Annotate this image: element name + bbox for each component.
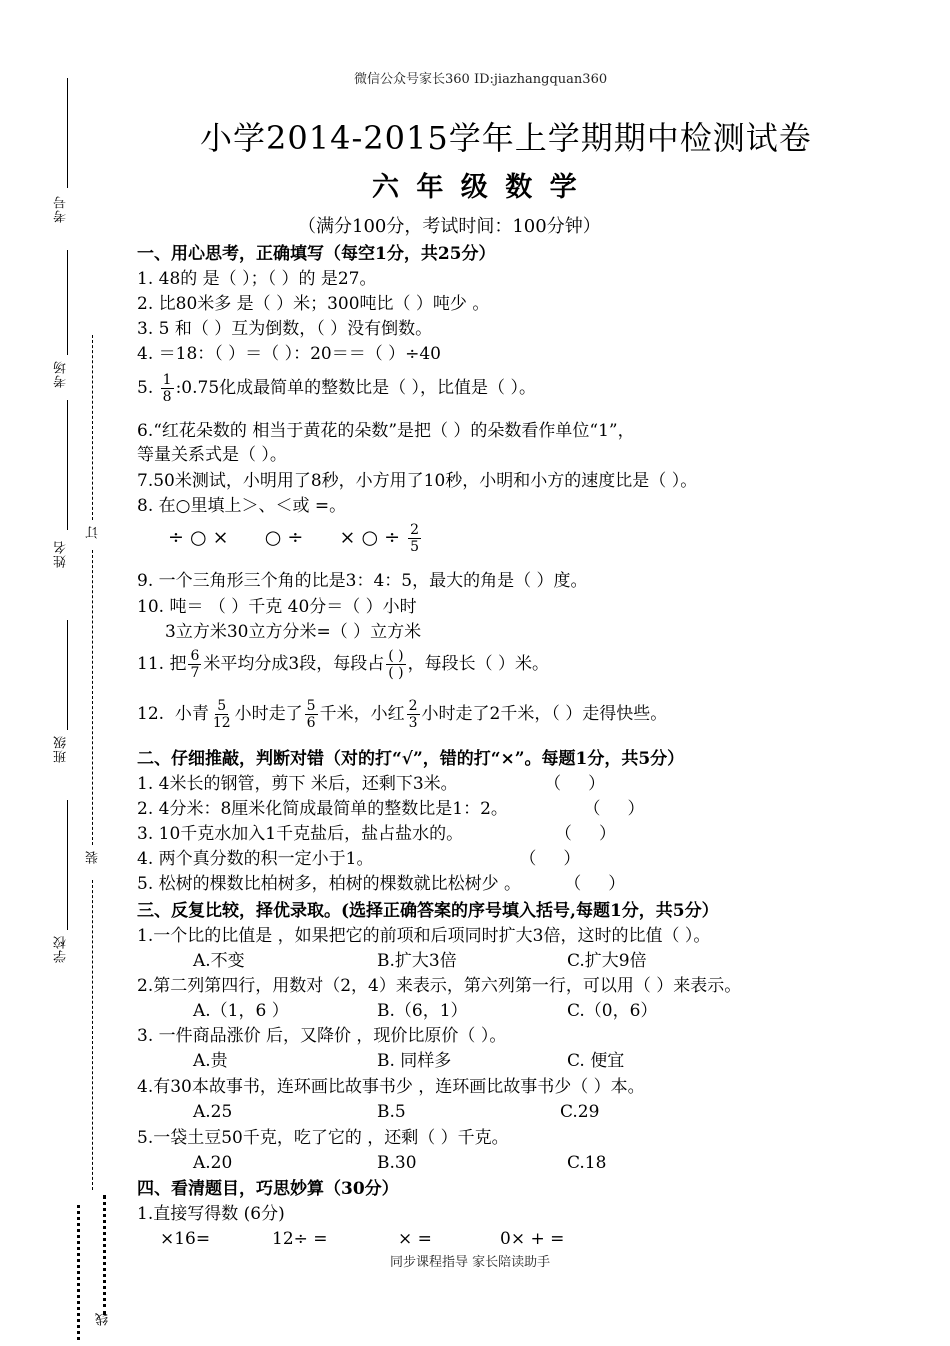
binding-label-xuexiao: 学校 — [54, 935, 69, 963]
s3-q5: 5.一袋土豆50千克，吃了它的 ，还剩（ ）千克。 — [137, 1128, 509, 1148]
s1-q5-pre: 5. — [137, 378, 154, 398]
s1-q4: 4. ＝18：（ ）＝（ ）：20＝＝（ ）÷40 — [137, 344, 441, 364]
s2-item: 1. 4米长的钢管，剪下 米后，还剩下3米。 （ ） — [137, 774, 606, 794]
section3-heading: 三、反复比较，择优录取。(选择正确答案的序号填入括号,每题1分，共5分） — [137, 901, 719, 921]
s1-q12-fraction1 — [211, 698, 233, 731]
page-title: 小学2014-2015学年上学期期中检测试卷 — [200, 119, 812, 157]
s1-q12-f1-den: 12 — [212, 715, 231, 731]
s1-q3: 3. 5 和（ ）互为倒数，（ ）没有倒数。 — [137, 319, 433, 339]
s4-calc-3: × = — [398, 1229, 432, 1249]
s1-q12-b: 小时走了 — [234, 704, 303, 724]
s1-q10b: 3立方米30立方分米=（ ）立方米 — [165, 622, 422, 642]
s1-q11-fraction — [188, 648, 201, 681]
s3-q2: 2.第二列第四行，用数对（2，4）来表示，第六列第一行，可以用（ ）来表示。 — [137, 976, 742, 996]
s1-q12 — [137, 698, 667, 731]
s1-q11 — [137, 648, 549, 681]
s3-q3: 3. 一件商品涨价 后，又降价 ，现价比原价（ ）。 — [137, 1026, 507, 1046]
s2-item: 2. 4分米：8厘米化简成最简单的整数比是1：2。 （ ） — [137, 799, 645, 819]
binding-label-kaochang: 考场 — [54, 360, 69, 388]
s1-q12-a: 12. 小青 — [137, 704, 209, 724]
s1-q11-post: ，每段长（ ）米。 — [407, 654, 549, 674]
s1-q11-mid: 米平均分成3段，每段占 — [203, 654, 385, 674]
s1-q6a: 6.“红花朵数的 相当于黄花的朵数”是把（ ）的朵数看作单位“1”， — [137, 421, 635, 441]
s1-q10a: 10. 吨＝ （ ）千克 40分＝（ ）小时 — [137, 597, 417, 617]
binding-dash-low — [92, 880, 93, 1190]
s1-q6b: 等量关系式是（ ）。 — [137, 445, 287, 465]
s1-q12-d: 小时走了2千米，（ ）走得快些。 — [421, 704, 668, 724]
s4-calc-4: 0× + = — [500, 1229, 565, 1249]
s3-q3-option-c: C. 便宜 — [567, 1051, 625, 1071]
s3-q1: 1.一个比的比值是 ，如果把它的前项和后项同时扩大3倍，这时的比值（ ）。 — [137, 926, 711, 946]
s3-q5-option-c: C.18 — [567, 1153, 607, 1173]
s1-q11-blank-fraction — [386, 648, 405, 681]
s3-q5-option-a: A.20 — [193, 1153, 233, 1173]
s1-q1: 1. 48的 是（ ）；（ ）的 是27。 — [137, 269, 377, 289]
binding-label-xingming: 姓名 — [54, 540, 69, 568]
s2-item: 5. 松树的棵数比柏树多，柏树的棵数就比松树少 。 （ ） — [137, 874, 626, 894]
s4-calc-1: ×16= — [160, 1229, 211, 1249]
s3-q4-option-c: C.29 — [560, 1102, 600, 1122]
s1-q5-num: 1 — [162, 372, 172, 388]
binding-line-top — [67, 78, 68, 188]
binding-dots-b — [103, 1195, 106, 1315]
s1-q12-f2-num: 5 — [306, 698, 316, 714]
s3-q2-option-a: A.（1，6 ） — [193, 1001, 289, 1021]
s1-q8: 8. 在○里填上＞、＜或 =。 — [137, 496, 347, 516]
s3-q4-option-a: A.25 — [193, 1102, 233, 1122]
s1-q7: 7.50米测试，小明用了8秒，小方用了10秒，小明和小方的速度比是（ ）。 — [137, 471, 698, 491]
s3-q4: 4.有30本故事书，连环画比故事书少 ，连环画比故事书少（ ）本。 — [137, 1077, 645, 1097]
s1-q12-fraction2 — [305, 698, 318, 731]
s3-q1-option-b: B.扩大3倍 — [377, 951, 457, 971]
s1-q12-fraction3 — [407, 698, 420, 731]
binding-label-kaohao: 考号 — [54, 195, 69, 223]
s1-q11-pre: 11. 把 — [137, 654, 187, 674]
watermark: 微信公众号家长360 ID:jiazhangquan360 — [354, 72, 608, 87]
s2-item: 4. 两个真分数的积一定小于1。 （ ） — [137, 849, 581, 869]
s1-q5-den: 8 — [162, 389, 172, 405]
s2-item: 3. 10千克水加入1千克盐后，盐占盐水的。 （ ） — [137, 824, 616, 844]
binding-label-banji: 班级 — [54, 735, 69, 763]
s3-q3-option-a: A.贵 — [193, 1051, 228, 1071]
s1-q5-fraction — [161, 372, 174, 405]
binding-dash-upper — [92, 335, 93, 520]
s3-q3-option-b: B. 同样多 — [377, 1051, 452, 1071]
s1-q8-den: 5 — [410, 539, 419, 555]
s1-q11-blank-num: ( ) — [388, 648, 404, 664]
s1-q8-fraction — [408, 522, 421, 555]
s3-q2-option-b: B.（6，1） — [377, 1001, 468, 1021]
binding-line-2 — [67, 250, 68, 355]
exam-info: （满分100分，考试时间：100分钟） — [298, 216, 601, 237]
s1-q12-f3-num: 2 — [408, 698, 418, 714]
binding-line-3 — [67, 400, 68, 530]
section2-heading: 二、仔细推敲，判断对错（对的打“√”，错的打“×”。每题1分，共5分） — [137, 749, 685, 769]
s1-q2: 2. 比80米多 是（ ）米；300吨比（ ）吨少 。 — [137, 294, 490, 314]
section1-heading: 一、用心思考，正确填写（每空1分，共25分） — [137, 244, 496, 264]
s1-q5 — [137, 372, 536, 405]
s1-q5-post: :0.75化成最简单的整数比是（ ），比值是（ ）。 — [175, 378, 536, 398]
s3-q1-option-c: C.扩大9倍 — [567, 951, 647, 971]
s1-q9: 9. 一个三角形三个角的比是3：4：5，最大的角是（ ）度。 — [137, 571, 588, 591]
s1-q8-num: 2 — [410, 522, 419, 538]
s4-q1: 1.直接写得数 (6分) — [137, 1204, 285, 1224]
s4-calc-2: 12÷ = — [272, 1229, 328, 1249]
binding-label-ding: 订 — [86, 525, 101, 539]
binding-label-zhuang: 装 — [86, 850, 101, 864]
section4-heading: 四、看清题目，巧思妙算（30分） — [137, 1179, 399, 1199]
s1-q12-f2-den: 6 — [306, 715, 316, 731]
binding-line-5 — [67, 800, 68, 930]
s1-q8-row — [168, 522, 423, 555]
s1-q11-num: 6 — [190, 648, 200, 664]
binding-line-4 — [67, 620, 68, 730]
binding-dots-a — [77, 1205, 80, 1340]
s1-q12-f1-num: 5 — [217, 698, 227, 714]
footer-text: 同步课程指导 家长陪读助手 — [390, 1255, 551, 1270]
s3-q2-option-c: C.（0，6） — [567, 1001, 658, 1021]
s1-q11-blank-den: ( ) — [388, 665, 404, 681]
s1-q11-den: 7 — [190, 665, 200, 681]
s1-q12-f3-den: 3 — [408, 715, 418, 731]
binding-label-xian: 线 — [96, 1312, 111, 1326]
page-subtitle: 六 年 级 数 学 — [372, 172, 581, 203]
s1-q12-c: 千米，小红 — [319, 704, 405, 724]
s3-q1-option-a: A.不变 — [193, 951, 245, 971]
s3-q4-option-b: B.5 — [377, 1102, 406, 1122]
binding-dash-mid — [92, 550, 93, 845]
s3-q5-option-b: B.30 — [377, 1153, 417, 1173]
s1-q8-compare: ÷ ○ × ○ ÷ × ○ ÷ — [168, 526, 401, 549]
